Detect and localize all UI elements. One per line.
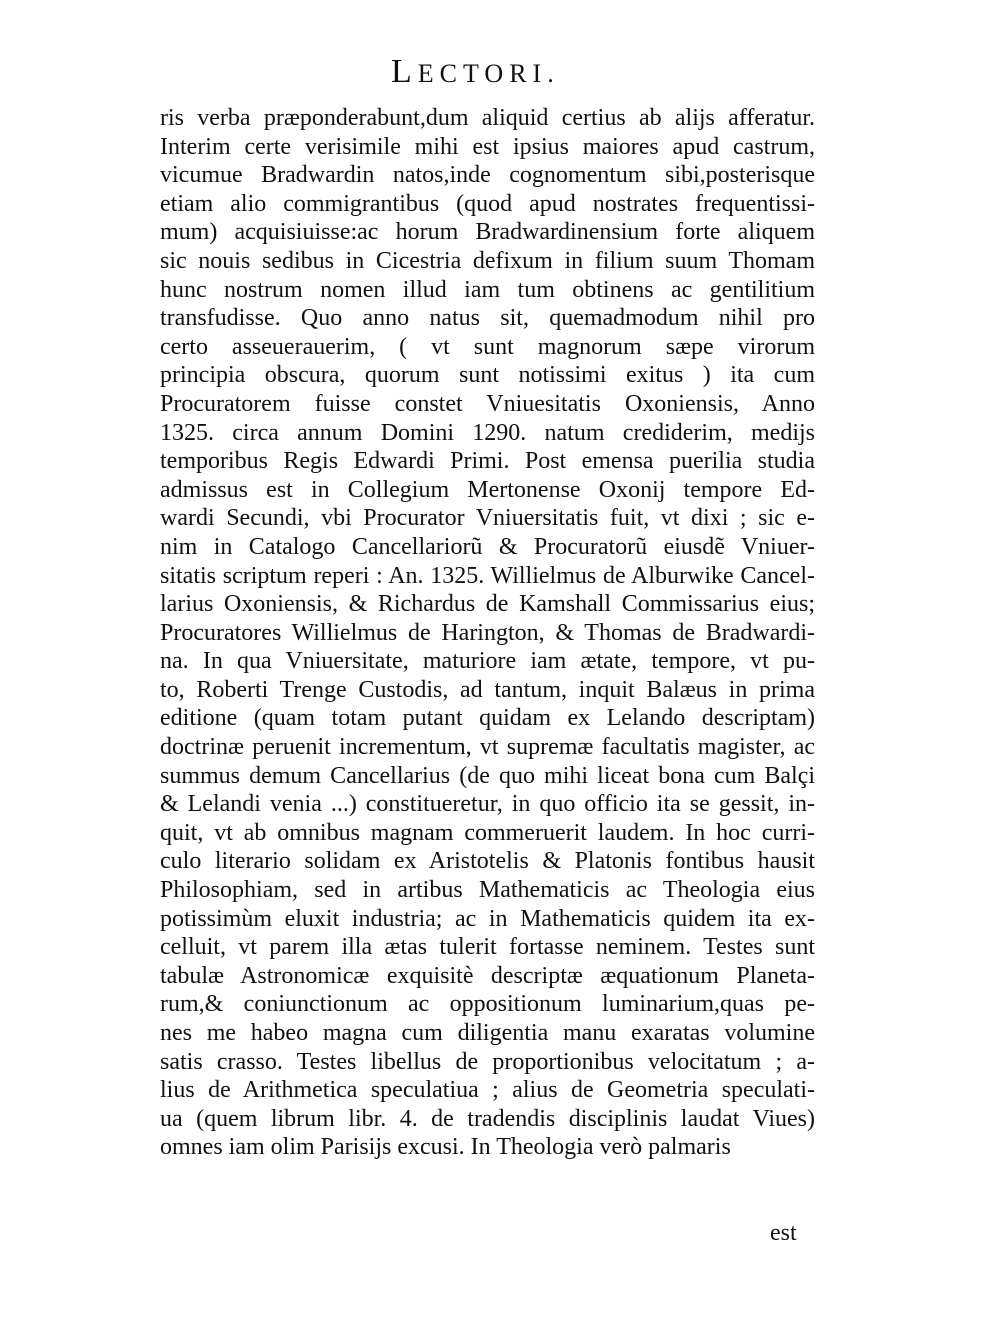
text-line: certo asseuerauerim, ( vt sunt magnorum sæpe virorum: [160, 333, 815, 360]
text-line: sic nouis sedibus in Cicestria defixum in filium suum Thomam: [160, 247, 815, 274]
running-head-rest: ECTORI.: [417, 59, 560, 88]
text-line: & Lelandi venia ...) constitueretur, in quo officio ita se gessit, in-: [160, 791, 815, 818]
text-line: admissus est in Collegium Mertonense Oxonij tempore Ed-: [160, 476, 815, 503]
text-line: larius Oxoniensis, & Richardus de Kamshall Commissarius eius;: [160, 591, 815, 618]
text-line: nim in Catalogo Cancellariorũ & Procuratorũ eiusdẽ Vniuer-: [160, 533, 815, 560]
text-line: transfudisse. Quo anno natus sit, quemadmodum nihil pro: [160, 305, 815, 332]
text-line: Philosophiam, sed in artibus Mathematicis ac Theologia eius: [160, 877, 815, 904]
running-head-initial: L: [391, 53, 418, 90]
text-line: to, Roberti Trenge Custodis, ad tantum, inquit Balæus in prima: [160, 676, 815, 703]
text-line: lius de Arithmetica speculatiua ; alius de Geometria speculati-: [160, 1077, 815, 1104]
text-line: Interim certe verisimile mihi est ipsius maiores apud castrum,: [160, 133, 815, 160]
catchword: est: [770, 1220, 797, 1246]
text-line: tabulæ Astronomicæ exquisitè descriptæ æquationum Planeta-: [160, 962, 815, 989]
text-line: Procuratorem fuisse constet Vniuesitatis Oxoniensis, Anno: [160, 390, 815, 417]
text-line: satis crasso. Testes libellus de proportionibus velocitatum ; a-: [160, 1048, 815, 1075]
text-line: sitatis scriptum reperi : An. 1325. Willielmus de Alburwike Cancel-: [160, 562, 815, 589]
text-line: wardi Secundi, vbi Procurator Vniuersitatis fuit, vt dixi ; sic e-: [160, 505, 815, 532]
text-line: ua (quem librum libr. 4. de tradendis disciplinis laudat Viues): [160, 1105, 815, 1132]
text-line: temporibus Regis Edwardi Primi. Post emensa puerilia studia: [160, 448, 815, 475]
text-line: vicumue Bradwardin natos,inde cognomentum sibi,posterisque: [160, 162, 815, 189]
text-line: quit, vt ab omnibus magnam commeruerit laudem. In hoc curri-: [160, 819, 815, 846]
body-text: [160, 104, 815, 1162]
text-line: doctrinæ peruenit incrementum, vt supremæ facultatis magister, ac: [160, 734, 815, 761]
text-line: potissimùm eluxit industria; ac in Mathematicis quidem ita ex-: [160, 905, 815, 932]
text-line: ris verba præponderabunt,dum aliquid certius ab alijs afferatur.: [160, 105, 815, 131]
text-line: hunc nostrum nomen illud iam tum obtinens ac gentilitium: [160, 276, 815, 303]
text-line: nes me habeo magna cum diligentia manu exaratas volumine: [160, 1020, 815, 1046]
text-line: Procuratores Willielmus de Harington, & Thomas de Bradwardi-: [160, 619, 815, 646]
text-line: celluit, vt parem illa ætas tulerit fortasse neminem. Testes sunt: [160, 934, 815, 961]
text-line: summus demum Cancellarius (de quo mihi liceat bona cum Balçi: [160, 762, 815, 789]
text-line: etiam alio commigrantibus (quod apud nostrates frequentissi-: [160, 190, 815, 217]
text-line: editione (quam totam putant quidam ex Lelando descriptam): [160, 705, 815, 732]
text-line: na. In qua Vniuersitate, maturiore iam ætate, tempore, vt pu-: [160, 648, 815, 675]
text-line: rum,& coniunctionum ac oppositionum luminarium,quas pe-: [160, 991, 815, 1018]
running-head: [391, 52, 591, 94]
text-line: mum) acquisiuisse:ac horum Bradwardinensium forte aliquem: [160, 219, 815, 246]
text-line: culo literario solidam ex Aristotelis & Platonis fontibus hausit: [160, 848, 815, 875]
text-line: 1325. circa annum Domini 1290. natum crediderim, medijs: [160, 419, 815, 446]
text-line: omnes iam olim Parisijs excusi. In Theologia verò palmaris: [160, 1134, 731, 1161]
text-line: principia obscura, quorum sunt notissimi exitus ) ita cum: [160, 362, 815, 389]
